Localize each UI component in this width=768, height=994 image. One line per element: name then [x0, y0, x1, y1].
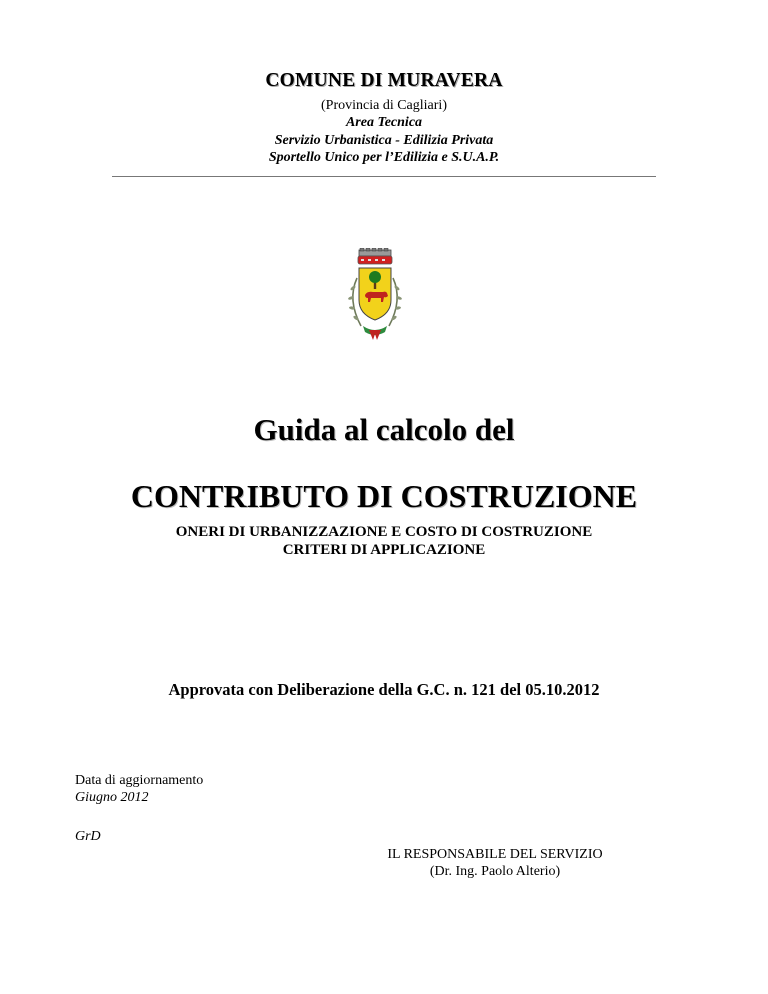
- update-date: Giugno 2012: [75, 790, 149, 805]
- department-office: Sportello Unico per l’Edilizia e S.U.A.P.: [268, 150, 500, 165]
- document-title: Guida al calcolo del: [253, 412, 515, 447]
- signer-role: IL RESPONSABILE DEL SERVIZIO: [387, 847, 603, 862]
- municipality-name: COMUNE DI MURAVERA: [265, 70, 503, 91]
- municipal-coat-of-arms-icon: [343, 248, 407, 342]
- signer-name: (Dr. Ing. Paolo Alterio): [429, 864, 561, 879]
- province-line: (Provincia di Cagliari): [321, 98, 447, 113]
- department-service: Servizio Urbanistica - Edilizia Privata: [274, 133, 494, 148]
- document-heading: CONTRIBUTO DI COSTRUZIONE: [130, 478, 638, 514]
- update-label: Data di aggiornamento: [75, 773, 204, 788]
- department-area: Area Tecnica: [345, 115, 423, 130]
- document-subtitle-line2: CRITERI DI APPLICAZIONE: [282, 542, 486, 558]
- approval-note: Approvata con Deliberazione della G.C. n. 121 del 05.10.2012: [168, 680, 600, 699]
- header-divider: [112, 176, 656, 177]
- author-initials: GrD: [75, 829, 101, 844]
- document-subtitle-line1: ONERI DI URBANIZZAZIONE E COSTO DI COSTRUZIONE: [175, 524, 593, 540]
